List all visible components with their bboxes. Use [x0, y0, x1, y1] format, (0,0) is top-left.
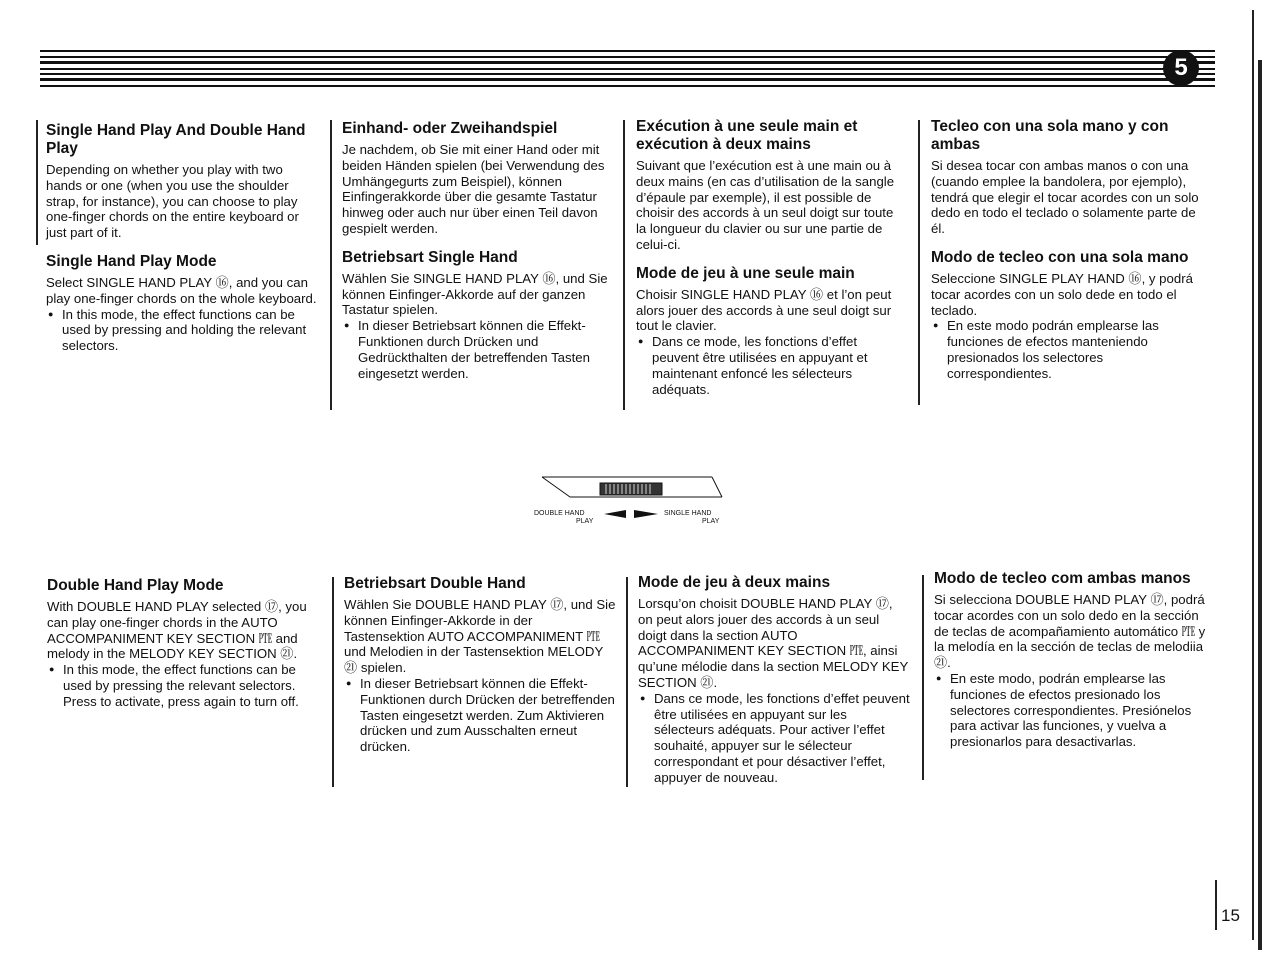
bullet-double-mode: ● In this mode, the effect functions can be used by pressing the relevant selectors. Press to activate, press again to turn off.	[47, 662, 319, 709]
bullet-single-mode: ● In dieser Betriebsart können die Effekt-Funktionen durch Drücken und Gedrückthalten der betreffenden Tasten eingesetzt werden.	[342, 318, 617, 381]
column-marker	[623, 120, 625, 410]
heading-double-mode: Double Hand Play Mode	[47, 577, 224, 594]
paragraph-double-mode: Wählen Sie DOUBLE HAND PLAY ⑰, und Sie können Einfinger-Akkorde in der Tastensektion AUTO ACCOMPANIMENT ㉐ und Melodien in der Tastensektion MELODY ㉑ spielen.	[344, 597, 616, 676]
column-de-bottom	[344, 575, 616, 755]
section-number-badge: 5	[1163, 50, 1199, 86]
right-edge-bar	[1258, 60, 1262, 950]
column-marker	[626, 577, 628, 787]
column-marker	[36, 120, 38, 245]
switch-slider	[600, 483, 662, 495]
bullet-single-mode: ● In this mode, the effect functions can be used by pressing and holding the relevant selectors.	[46, 307, 318, 354]
column-fr-bottom	[638, 574, 910, 786]
heading-einhand-zweihand: Einhand- oder Zweihandspiel	[342, 120, 558, 137]
column-en-top	[46, 122, 318, 354]
column-marker	[922, 575, 924, 780]
column-en-bottom	[47, 577, 319, 710]
column-marker	[332, 577, 334, 787]
paragraph-double-mode: Lorsqu’on choisit DOUBLE HAND PLAY ⑰, on peut alors jouer des accords à un seul doigt dans la section AUTO ACCOMPANIMENT KEY SECTION ㉐, ainsi qu’une mélodie dans la section MELODY KEY SECTION ㉑.	[638, 596, 909, 690]
heading-double-mode: Betriebsart Double Hand	[344, 575, 526, 592]
header-rules	[40, 46, 1215, 88]
hand-play-switch-diagram	[530, 470, 740, 530]
heading-double-mode: Modo de tecleo com ambas manos	[934, 570, 1191, 587]
label-single-hand: SINGLE HAND	[664, 510, 712, 517]
label-double-play: PLAY	[576, 518, 594, 525]
label-double-hand: DOUBLE HAND	[534, 510, 585, 517]
paragraph-double-mode: Si selecciona DOUBLE HAND PLAY ⑰, podrá tocar acordes con un solo dedo en la sección de teclas de acompañamiento automático ㉐ y la melodía en la sección de teclas de melodiia ㉑.	[934, 592, 1206, 671]
heading-single-double: Single Hand Play And Double Hand Play	[46, 122, 306, 157]
arrow-right-icon	[634, 510, 658, 518]
paragraph-intro: Si desea tocar con ambas manos o con una (cuando emplee la bandolera, por ejemplo), tendrá que elegir el tocar acordes con un solo dedo en todo el teclado o solamente parte de él.	[931, 158, 1199, 237]
bullet-single-mode: ● Dans ce mode, les fonctions d’effet peuvent être utilisées en appuyant et maintenant enfoncé les sélecteurs adéquats.	[636, 334, 906, 397]
column-es-bottom	[934, 570, 1209, 750]
heading-single-mode: Single Hand Play Mode	[46, 252, 217, 270]
paragraph-intro: Suivant que l’exécution est à une main ou à deux mains (en cas d’utilisation de la sangle d’épaule par exemple), il est possible de choisir des accords à un seul doigt sur toute la longueur du clavier ou sur une partie de celui-ci.	[636, 158, 895, 252]
bullet-double-mode: ● Dans ce mode, les fonctions d’effet peuvent être utilisées en appuyant sur les sélecteurs adéquats. Pour activer l’effet souhaité, appuyer sur le sélecteur correspondant et pour désactiver l’effet, appuyer de nouveau.	[638, 691, 910, 786]
paragraph-double-mode: With DOUBLE HAND PLAY selected ⑰, you can play one-finger chords in the AUTO ACCOMPANIMENT KEY SECTION ㉐ and melody in the MELODY KEY SECTION ㉑.	[47, 599, 307, 662]
heading-execution: Exécution à une seule main et exécution à deux mains	[636, 118, 858, 153]
paragraph-single-mode: Select SINGLE HAND PLAY ⑯, and you can play one-finger chords on the whole keyboard.	[46, 274, 317, 306]
heading-single-mode: Modo de tecleo con una sola mano	[931, 248, 1189, 266]
page-number: 15	[1221, 906, 1240, 925]
column-de-top	[342, 120, 617, 381]
heading-tecleo: Tecleo con una sola mano y con ambas	[931, 118, 1169, 153]
paragraph-single-mode: Seleccione SINGLE PLAY HAND ⑯, y podrá tocar acordes con un solo dede en todo el teclado.	[931, 270, 1193, 318]
paragraph-single-mode: Choisir SINGLE HAND PLAY ⑯ et l’on peut alors jouer des accords à une seul doigt sur tout le clavier.	[636, 286, 892, 334]
heading-single-mode: Betriebsart Single Hand	[342, 248, 518, 266]
paragraph-single-mode: Wählen Sie SINGLE HAND PLAY ⑯, und Sie können Einfinger-Akkorde auf der ganzen Tastatur spielen.	[342, 270, 608, 318]
heading-double-mode: Mode de jeu à deux mains	[638, 574, 831, 591]
bullet-double-mode: ● In dieser Betriebsart können die Effekt-Funktionen durch Drücken der betreffenden Tasten eingesetzt werden. Zum Aktivieren drücken und zum Ausschalten erneut drücken.	[344, 676, 616, 755]
label-single-play: PLAY	[702, 518, 720, 525]
column-marker	[918, 120, 920, 405]
bullet-double-mode: ● En este modo, podrán emplearse las funciones de efectos presionado los selectores correspondientes. Presiónelos para activar las funciones, y vuelva a presionarlos para desactivarlas.	[934, 671, 1209, 750]
paragraph-intro: Depending on whether you play with two hands or one (when you use the shoulder strap, for instance), you can choose to play one-finger chords on the entire keyboard or just part of it.	[46, 162, 299, 241]
arrow-left-icon	[604, 510, 626, 518]
bullet-single-mode: ● En este modo podrán emplearse las funciones de efectos manteniendo presionados los selectores correspondientes.	[931, 318, 1201, 381]
column-fr-top	[636, 118, 906, 397]
column-es-top	[931, 118, 1201, 382]
paragraph-intro: Je nachdem, ob Sie mit einer Hand oder mit beiden Händen spielen (bei Verwendung des Umhängegurts zum Beispiel), können Einfingerakkorde über die gesamte Tastatur hinweg oder auch nur über einen Teil davon gespielt werden.	[342, 142, 605, 236]
column-marker	[330, 120, 332, 410]
right-edge-line	[1252, 10, 1254, 940]
page-number-marker	[1215, 880, 1217, 930]
heading-single-mode: Mode de jeu à une seule main	[636, 264, 855, 282]
